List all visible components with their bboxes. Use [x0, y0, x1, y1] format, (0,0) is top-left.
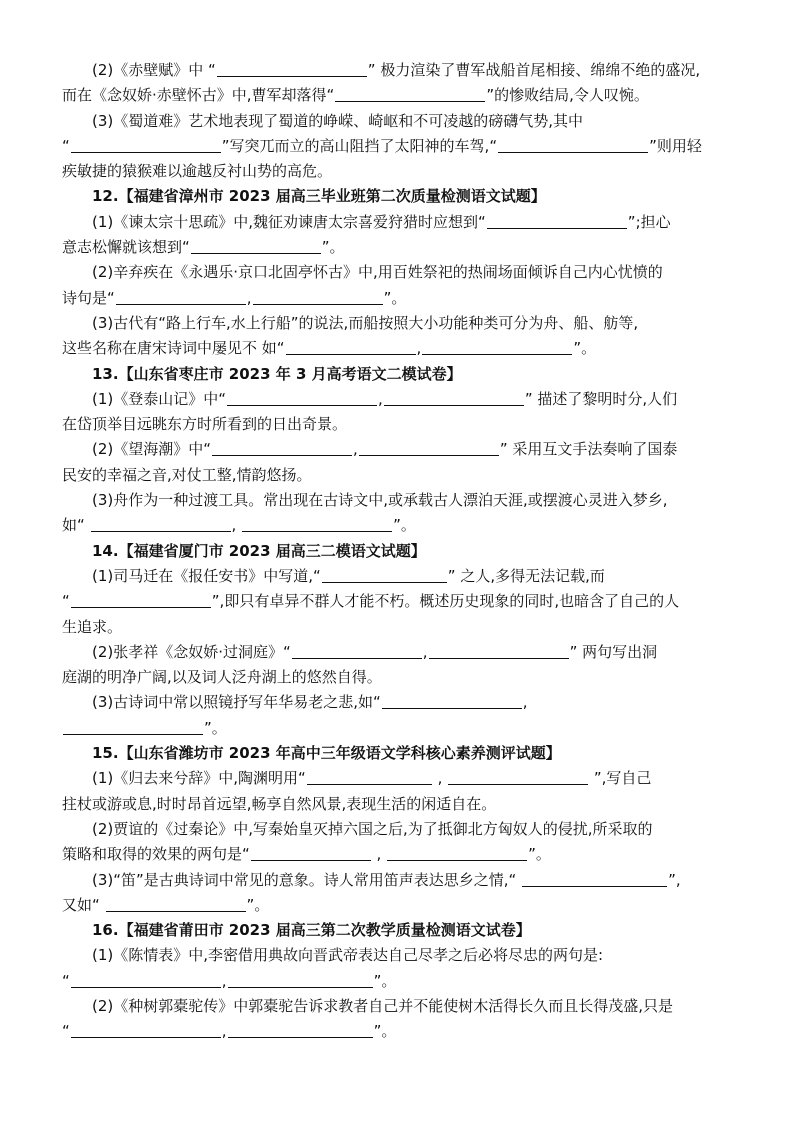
answer-blank[interactable] — [71, 593, 211, 608]
answer-blank[interactable] — [227, 391, 377, 406]
text-segment: 在岱顶举目远眺东方时所看到的日出奇景。 — [62, 415, 348, 434]
text-segment: (3)“笛”是古典诗词中常见的意象。诗人常用笛声表达思乡之情,“ — [92, 870, 522, 889]
text-line — [62, 1019, 732, 1044]
answer-blank[interactable] — [429, 644, 569, 659]
text-line — [62, 412, 732, 437]
text-segment: (3)古诗词中常以照镜抒写年华易老之悲,如“ — [92, 693, 381, 712]
text-segment: (3)《蜀道难》艺术地表现了蜀道的峥嵘、崎岖和不可凌越的磅礴气势,其中 — [92, 111, 584, 130]
text-line — [62, 665, 732, 690]
text-segment: ”;担心 — [627, 212, 671, 231]
text-segment: (2)《种树郭橐驼传》中郭橐驼告诉求教者自己并不能使树木活得长久而且长得茂盛,只是 — [92, 996, 674, 1015]
text-segment: , — [378, 389, 383, 408]
text-segment: (2)贾谊的《过秦论》中,写秦始皇灭掉六国之后,为了抵御北方匈奴人的侵扰,所采取的 — [92, 819, 653, 838]
text-line — [62, 817, 732, 842]
answer-blank[interactable] — [217, 62, 367, 77]
answer-blank[interactable] — [335, 87, 485, 102]
text-segment: ”,即只有卓异不群人才能不朽。概述历史现象的同时,也暗含了自己的人 — [211, 592, 680, 611]
answer-blank[interactable] — [359, 441, 499, 456]
text-segment: , — [432, 769, 448, 788]
text-line — [62, 159, 732, 184]
text-segment: “ — [62, 971, 70, 990]
text-line — [62, 893, 732, 918]
text-segment: (2)《望海潮》中“ — [92, 440, 212, 459]
section-heading — [62, 362, 732, 387]
text-line — [62, 943, 732, 968]
text-segment: ”。 — [528, 845, 551, 864]
text-line — [62, 969, 732, 994]
text-line — [62, 640, 732, 665]
text-segment: ”。 — [393, 516, 416, 535]
text-segment: , — [371, 845, 387, 864]
text-segment: ”。 — [204, 718, 227, 737]
answer-blank[interactable] — [242, 517, 392, 532]
text-segment: 意志松懈就该想到“ — [62, 238, 190, 257]
answer-blank[interactable] — [387, 846, 527, 861]
text-segment: (1)《归去来兮辞》中,陶渊明用“ — [92, 769, 306, 788]
text-segment: (1)《谏太宗十思疏》中,魏征劝谏唐太宗喜爱狩猎时应想到“ — [92, 212, 486, 231]
text-segment: ”。 — [573, 339, 597, 358]
answer-blank[interactable] — [91, 517, 231, 532]
text-segment: 这些名称在唐宋诗词中屡见不 如“ — [62, 339, 285, 358]
text-segment: 而在《念奴娇·赤壁怀古》中,曹军却落得“ — [62, 86, 335, 105]
text-segment: , — [416, 339, 422, 358]
text-segment: (2)辛弃疾在《永遇乐·京口北固亭怀古》中,用百姓祭祀的热闹场面倾诉自己内心忧愤的 — [92, 263, 663, 282]
text-segment: 14.【福建省厦门市 2023 届高三二模语文试题】 — [92, 541, 426, 560]
text-line — [62, 336, 732, 361]
answer-blank[interactable] — [251, 846, 371, 861]
text-segment: ” 描述了黎明时分,人们 — [524, 389, 678, 408]
section-heading — [62, 184, 732, 209]
text-segment: ”。 — [373, 1022, 397, 1041]
answer-blank[interactable] — [286, 340, 416, 355]
question-list — [62, 58, 732, 1045]
text-segment: ”,写自己 — [589, 769, 652, 788]
text-segment: ”。 — [383, 288, 407, 307]
answer-blank[interactable] — [71, 138, 221, 153]
answer-blank[interactable] — [71, 973, 221, 988]
text-line — [62, 286, 732, 311]
section-heading — [62, 741, 732, 766]
text-segment: 13.【山东省枣庄市 2023 年 3 月高考语文二模试卷】 — [92, 364, 462, 383]
text-segment: 诗句是“ — [62, 288, 115, 307]
text-line — [62, 488, 732, 513]
answer-blank[interactable] — [228, 973, 373, 988]
answer-blank[interactable] — [253, 290, 383, 305]
text-line — [62, 463, 732, 488]
text-segment: 15.【山东省潍坊市 2023 年高中三年级语文学科核心素养测评试题】 — [92, 744, 561, 763]
text-segment: , — [221, 971, 227, 990]
section-heading — [62, 539, 732, 564]
answer-blank[interactable] — [228, 1023, 373, 1038]
text-segment: 拄杖或游或息,时时昂首远望,畅享自然风景,表现生活的闲适自在。 — [62, 794, 497, 813]
text-segment: ”写突兀而立的高山阻挡了太阳神的车驾,“ — [221, 136, 498, 155]
answer-blank[interactable] — [384, 391, 524, 406]
text-line — [62, 134, 732, 159]
text-line — [62, 210, 732, 235]
text-line — [62, 564, 732, 589]
text-segment: ”, — [668, 870, 681, 889]
text-line — [62, 437, 732, 462]
answer-blank[interactable] — [116, 290, 246, 305]
answer-blank[interactable] — [106, 897, 246, 912]
answer-blank[interactable] — [498, 138, 648, 153]
text-segment: (2)张孝祥《念奴娇·过洞庭》“ — [92, 642, 291, 661]
text-segment: “ — [62, 1022, 70, 1041]
text-segment: (1)司马迁在《报任安书》中写道,“ — [92, 566, 321, 585]
text-segment: 策略和取得的效果的两句是“ — [62, 845, 250, 864]
text-segment: 如“ — [62, 516, 90, 535]
text-segment: 又如“ — [62, 895, 105, 914]
text-segment: 16.【福建省莆田市 2023 届高三第二次教学质量检测语文试卷】 — [92, 921, 531, 940]
text-line — [62, 589, 732, 614]
text-segment: (1)《陈情表》中,李密借用典故向晋武帝表达自己尽孝之后必将尽忠的两句是: — [92, 946, 604, 965]
text-line — [62, 387, 732, 412]
text-segment: ” 之人,多得无法记载,而 — [447, 566, 605, 585]
text-line — [62, 868, 732, 893]
answer-blank[interactable] — [71, 1023, 221, 1038]
text-segment: “ — [62, 592, 70, 611]
text-line — [62, 235, 732, 260]
text-segment: ”。 — [246, 895, 270, 914]
text-segment: 庭湖的明净广阔,以及词人泛舟湖上的悠然自得。 — [62, 668, 382, 687]
answer-blank[interactable] — [63, 720, 203, 735]
text-line — [62, 311, 732, 336]
text-line — [62, 994, 732, 1019]
text-line — [62, 716, 732, 741]
text-segment: “ — [62, 136, 70, 155]
text-segment: 12.【福建省漳州市 2023 届高三毕业班第二次质量检测语文试题】 — [92, 187, 546, 206]
text-segment: , — [246, 288, 252, 307]
text-segment: ”。 — [373, 971, 397, 990]
text-line — [62, 109, 732, 134]
answer-blank[interactable] — [422, 340, 572, 355]
text-line — [62, 83, 732, 108]
text-segment: , — [221, 1022, 227, 1041]
text-segment: , — [522, 693, 528, 712]
text-segment: (1)《登泰山记》中“ — [92, 389, 227, 408]
text-segment: , — [422, 642, 428, 661]
text-segment: ” 采用互文手法奏响了国泰 — [499, 440, 678, 459]
text-segment: ” 两句写出洞 — [569, 642, 658, 661]
text-segment: , — [231, 516, 242, 535]
answer-blank[interactable] — [191, 239, 321, 254]
text-line — [62, 766, 732, 791]
answer-blank[interactable] — [322, 568, 447, 583]
text-line — [62, 690, 732, 715]
text-segment: ”的惨败结局,令人叹惋。 — [486, 86, 649, 105]
text-segment: ” 极力渲染了曹军战船首尾相接、绵绵不绝的盛况, — [367, 61, 701, 79]
text-segment: 生追求。 — [62, 617, 123, 636]
answer-blank[interactable] — [292, 644, 422, 659]
answer-blank[interactable] — [448, 770, 588, 785]
text-line — [62, 260, 732, 285]
text-line — [62, 58, 732, 83]
text-line — [62, 842, 732, 867]
text-segment: 民安的幸福之音,对仗工整,情韵悠扬。 — [62, 465, 312, 484]
text-segment: (3)古代有“路上行车,水上行船”的说法,而船按照大小功能种类可分为舟、船、舫等, — [92, 313, 639, 332]
text-segment: ”。 — [321, 238, 345, 257]
text-segment: (3)舟作为一种过渡工具。常出现在古诗文中,或承载古人漂泊天涯,或摆渡心灵进入梦乡, — [92, 491, 668, 510]
answer-blank[interactable] — [307, 770, 432, 785]
text-line — [62, 792, 732, 817]
text-segment: 疾敏捷的猿猴难以逾越反衬山势的高危。 — [62, 162, 333, 181]
answer-blank[interactable] — [212, 441, 352, 456]
answer-blank[interactable] — [487, 214, 627, 229]
text-segment: , — [353, 440, 358, 459]
text-segment: ”则用轻 — [649, 136, 702, 155]
section-heading — [62, 918, 732, 943]
text-segment: (2)《赤壁赋》中 “ — [92, 61, 216, 79]
text-line — [62, 513, 732, 538]
answer-blank[interactable] — [382, 694, 522, 709]
answer-blank[interactable] — [522, 872, 667, 887]
text-line — [62, 615, 732, 640]
